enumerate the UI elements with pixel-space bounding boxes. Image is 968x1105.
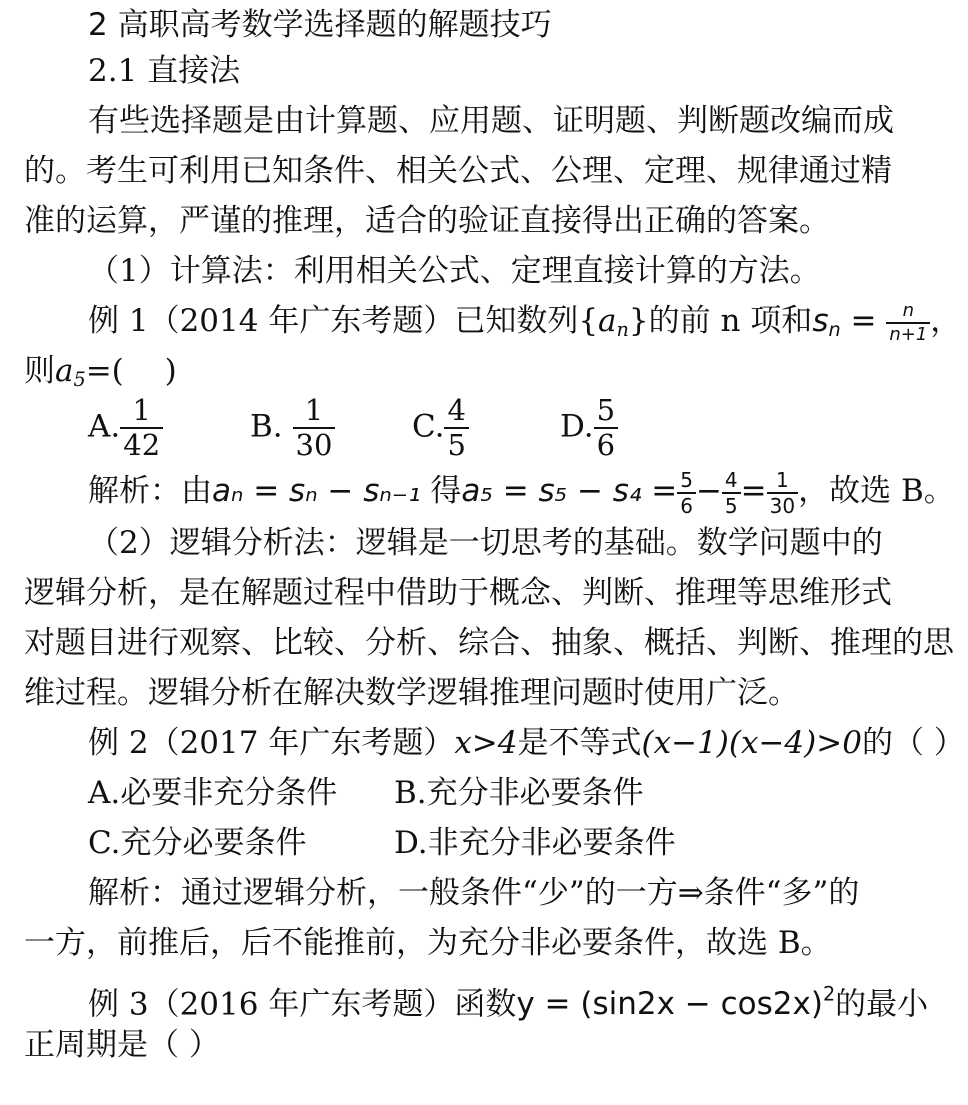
example-3-question: 例 3（2016 年广东考题）函数$y = (\sin 2x - \cos 2x)^2$的最小 bbox=[88, 983, 929, 1023]
method-2-line-4: 维过程。逻辑分析在解决数学逻辑推理问题时使用广泛。 bbox=[24, 675, 799, 711]
sum-symbol: $s_n$ bbox=[812, 303, 841, 341]
option-a: A.必要非充分条件 bbox=[88, 775, 338, 811]
example-1-solution: 解析：由aₙ = sₙ − sₙ₋₁ 得a₅ = s₅ − s₄ = $\frac{5}{6}$ − $\frac{4}{5}$ = $\frac{1}{30}$ ，故选 B。 bbox=[88, 467, 955, 518]
example-3-question-line-2: 正周期是（ ） bbox=[24, 1027, 220, 1063]
example-1-options bbox=[88, 393, 968, 470]
method-2-line-1: （2）逻辑分析法：逻辑是一切思考的基础。数学问题中的 bbox=[88, 525, 883, 561]
option-d: D.非充分非必要条件 bbox=[394, 825, 676, 861]
option-d: D. $\frac{5}{6}$ bbox=[560, 396, 618, 460]
option-c: C. $\frac{4}{5}$ bbox=[412, 396, 469, 460]
a5-equation: a₅ = s₅ − s₄ = bbox=[461, 473, 678, 509]
condition: x>4 bbox=[454, 725, 518, 761]
recurrence-formula: aₙ = sₙ − sₙ₋₁ bbox=[212, 473, 421, 509]
intro-line-2: 的。考生可利用已知条件、相关公式、公理、定理、规律通过精 bbox=[24, 153, 892, 189]
function-formula: $y = (\sin 2x - \cos 2x)^2$ bbox=[516, 983, 836, 1023]
example-2-solution-line-2: 一方，前推后，后不能推前，为充分非必要条件，故选 B。 bbox=[24, 925, 832, 961]
method-2-line-3: 对题目进行观察、比较、分析、综合、抽象、概括、判断、推理的思 bbox=[24, 625, 954, 661]
method-2-line-2: 逻辑分析，是在解题过程中借助于概念、判断、推理等思维形式 bbox=[24, 575, 892, 611]
example-1-prefix: 例 1（2014 年广东考题）已知数列{ bbox=[88, 303, 599, 339]
example-2-question: 例 2（2017 年广东考题）x>4是不等式(x−1)(x−4)>0的（ ） bbox=[88, 725, 965, 761]
subsection-heading: 2.1 直接法 bbox=[88, 53, 241, 89]
option-c: C.充分必要条件 bbox=[88, 825, 307, 861]
sequence-symbol: $a_n$ bbox=[598, 303, 629, 341]
example-2-solution-line-1: 解析：通过逻辑分析，一般条件“少”的一方⇒条件“多”的 bbox=[88, 875, 860, 911]
sum-fraction: $\frac{n}{n+1}$ bbox=[886, 302, 930, 344]
option-b: B.充分非必要条件 bbox=[394, 775, 644, 811]
option-b: B. $\frac{1}{30}$ bbox=[250, 396, 335, 460]
example-1-mid: }的前 n 项和 bbox=[628, 303, 813, 339]
section-heading: 2 高职高考数学选择题的解题技巧 bbox=[88, 7, 552, 43]
example-1-question: 例 1（2014 年广东考题）已知数列$\{a_n\}$的前 n 项和$s_n$ = $\frac{n}{n+1}$ ， bbox=[88, 299, 962, 345]
method-1-heading: （1）计算法：利用相关公式、定理直接计算的方法。 bbox=[88, 253, 821, 289]
a5-symbol: $a_5$ bbox=[55, 353, 86, 391]
inequality: (x−1)(x−4)>0 bbox=[641, 725, 862, 761]
option-a: A. $\frac{1}{42}$ bbox=[88, 396, 163, 460]
example-1-question-line-2: 则$a_5=$( ) bbox=[24, 353, 177, 391]
intro-line-3: 准的运算，严谨的推理，适合的验证直接得出正确的答案。 bbox=[24, 203, 830, 239]
intro-line-1: 有些选择题是由计算题、应用题、证明题、判断题改编而成 bbox=[88, 103, 894, 139]
